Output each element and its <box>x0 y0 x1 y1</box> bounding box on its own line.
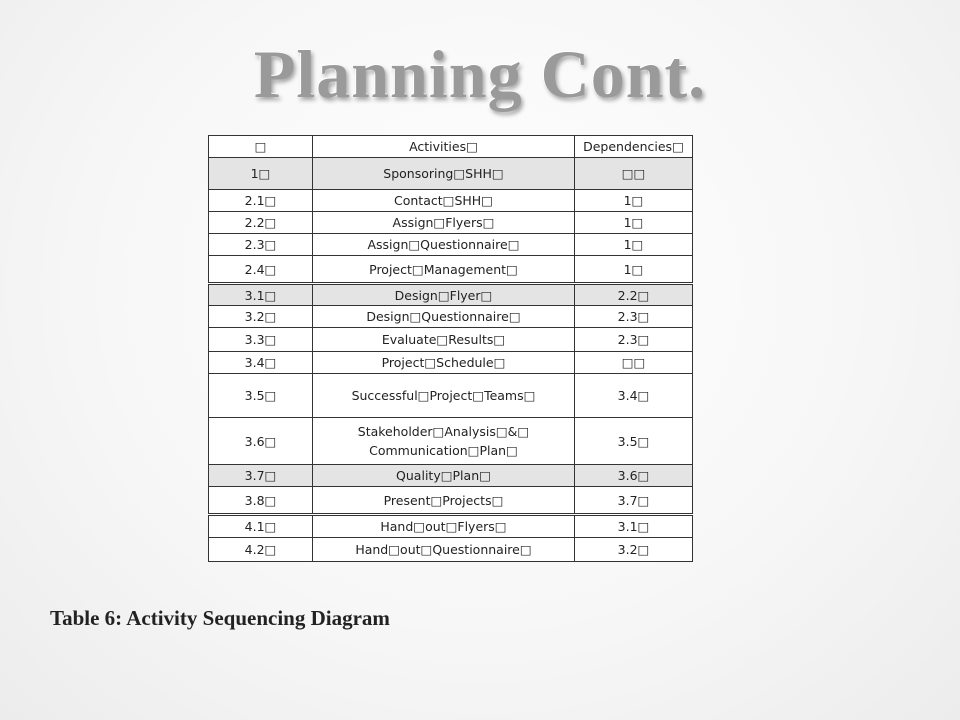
row-activity: Successful□Project□Teams□ <box>313 374 575 418</box>
row-id: 4.1□ <box>209 515 313 538</box>
row-dependency: 2.3□ <box>575 328 693 352</box>
table-row <box>209 234 693 256</box>
row-activity: Evaluate□Results□ <box>313 328 575 352</box>
row-id: 2.4□ <box>209 256 313 284</box>
slide-title: Planning Cont. <box>253 36 707 112</box>
row-activity: Assign□Questionnaire□ <box>313 234 575 256</box>
row-activity: Sponsoring□SHH□ <box>313 158 575 190</box>
row-activity: Hand□out□Questionnaire□ <box>313 538 575 562</box>
row-activity-line-1: Stakeholder□Analysis□&□ <box>357 424 530 439</box>
row-dependency: 1□ <box>575 190 693 212</box>
row-activity-line-2: Communication□Plan□ <box>369 443 518 458</box>
row-activity: Hand□out□Flyers□ <box>313 515 575 538</box>
row-dependency: 2.3□ <box>575 306 693 328</box>
row-activity: Design□Flyer□ <box>313 284 575 306</box>
table-row <box>209 465 693 487</box>
row-dependency: 2.2□ <box>575 284 693 306</box>
header-id: □ <box>209 136 313 158</box>
row-activity: Assign□Flyers□ <box>313 212 575 234</box>
table-row <box>209 158 693 190</box>
row-id: 4.2□ <box>209 538 313 562</box>
table-header-row <box>209 136 693 158</box>
row-dependency: 1□ <box>575 256 693 284</box>
activity-table-container <box>208 135 692 562</box>
table-row <box>209 352 693 374</box>
activity-sequencing-table <box>208 135 693 562</box>
row-activity: Project□Schedule□ <box>313 352 575 374</box>
row-dependency: 3.7□ <box>575 487 693 515</box>
row-dependency: □□ <box>575 158 693 190</box>
row-dependency: 1□ <box>575 212 693 234</box>
row-id: 3.3□ <box>209 328 313 352</box>
row-dependency: 3.2□ <box>575 538 693 562</box>
table-row <box>209 212 693 234</box>
table-row <box>209 538 693 562</box>
row-id: 2.2□ <box>209 212 313 234</box>
row-id: 3.7□ <box>209 465 313 487</box>
row-dependency: 3.5□ <box>575 418 693 465</box>
row-id: 3.8□ <box>209 487 313 515</box>
row-activity: Present□Projects□ <box>313 487 575 515</box>
row-id: 2.3□ <box>209 234 313 256</box>
row-id: 3.5□ <box>209 374 313 418</box>
table-row <box>209 515 693 538</box>
table-row <box>209 374 693 418</box>
row-dependency: 3.6□ <box>575 465 693 487</box>
row-id: 2.1□ <box>209 190 313 212</box>
row-activity: Design□Questionnaire□ <box>313 306 575 328</box>
row-id: 3.4□ <box>209 352 313 374</box>
row-activity: Project□Management□ <box>313 256 575 284</box>
table-row <box>209 284 693 306</box>
row-activity: Contact□SHH□ <box>313 190 575 212</box>
table-row <box>209 306 693 328</box>
row-dependency: 3.4□ <box>575 374 693 418</box>
header-dependencies: Dependencies□ <box>575 136 693 158</box>
row-id: 3.1□ <box>209 284 313 306</box>
row-dependency: 3.1□ <box>575 515 693 538</box>
row-id: 3.6□ <box>209 418 313 465</box>
row-activity: Quality□Plan□ <box>313 465 575 487</box>
table-row <box>209 256 693 284</box>
row-id: 3.2□ <box>209 306 313 328</box>
header-activities: Activities□ <box>313 136 575 158</box>
table-row <box>209 418 693 465</box>
row-dependency: □□ <box>575 352 693 374</box>
row-id: 1□ <box>209 158 313 190</box>
table-row <box>209 328 693 352</box>
table-row <box>209 487 693 515</box>
row-activity <box>313 418 575 465</box>
table-caption: Table 6: Activity Sequencing Diagram <box>50 606 390 630</box>
table-row <box>209 190 693 212</box>
row-dependency: 1□ <box>575 234 693 256</box>
